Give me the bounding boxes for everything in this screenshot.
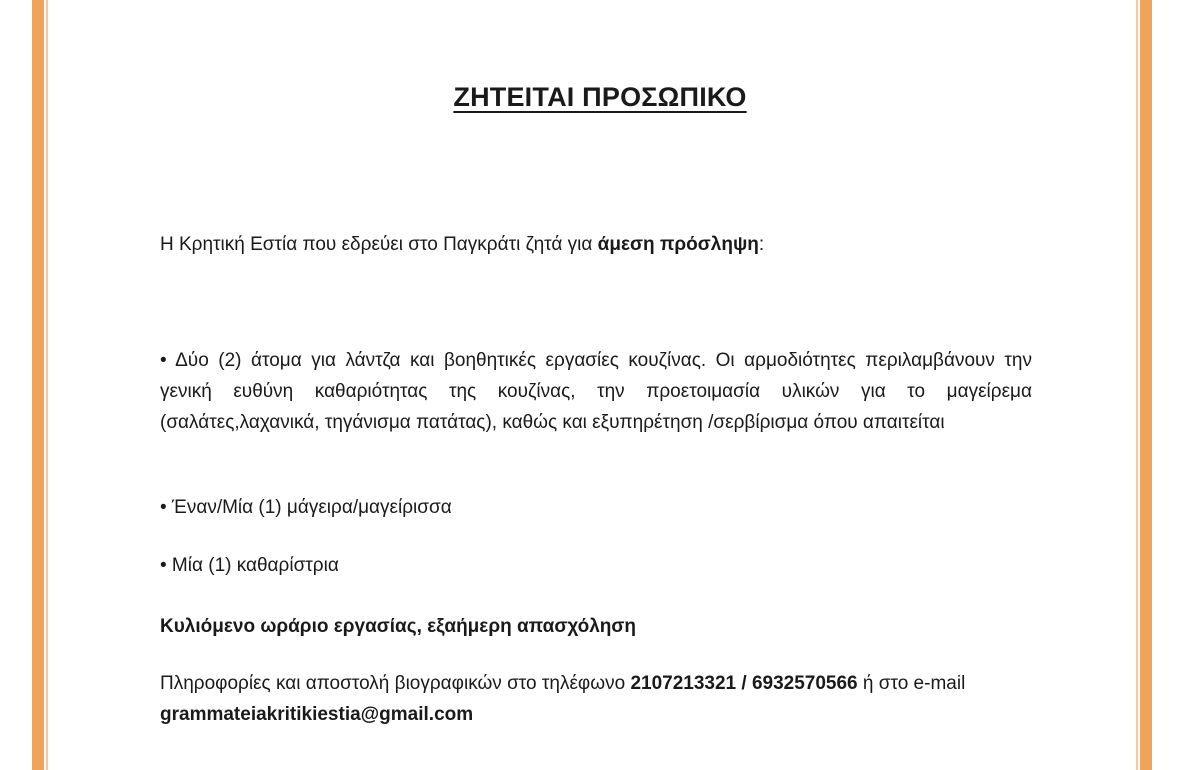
intro-paragraph [160, 229, 1032, 260]
intro-emphasis: άμεση πρόσληψη [597, 234, 759, 255]
contact-phone-2[interactable]: 6932570566 [751, 673, 858, 694]
contact-paragraph [160, 668, 1032, 730]
position-item-dishwashers: • Δύο (2) άτομα για λάντζα και βοηθητικές εργασίες κουζίνας. Οι αρμοδιότητες περιλαμβάνουν την γενική ευθύνη καθαριότητας της κουζίνας, την προετοιμασία υλικών για το μαγείρεμα (σαλάτες,λαχανικά, τηγάνισμα πατάτας), καθώς και εξυπηρέτηση /σερβίρισμα όπου απαιτείται [160, 350, 1032, 433]
contact-phone-separator: / [736, 673, 752, 694]
contact-middle: ή στο e-mail [857, 673, 966, 694]
contact-prefix: Πληροφορίες και αποστολή βιογραφικών στο τηλέφωνο [160, 673, 631, 694]
position-item-cleaner: • Μία (1) καθαρίστρια [160, 555, 339, 576]
contact-email[interactable]: grammateiakritikiestia@gmail.com [160, 704, 474, 725]
intro-text: Η Κρητική Εστία που εδρεύει στο Παγκράτι ζητά για [160, 234, 598, 255]
schedule-note: Κυλιόμενο ωράριο εργασίας, εξαήμερη απασχόληση [160, 616, 636, 637]
contact-phone-1[interactable]: 2107213321 [630, 673, 737, 694]
page-title: ΖΗΤΕΙΤΑΙ ΠΡΟΣΩΠΙΚΟ [453, 82, 747, 112]
position-item-cook: • Έναν/Μία (1) μάγειρα/μαγείρισσα [160, 497, 452, 518]
intro-suffix: : [758, 234, 765, 255]
